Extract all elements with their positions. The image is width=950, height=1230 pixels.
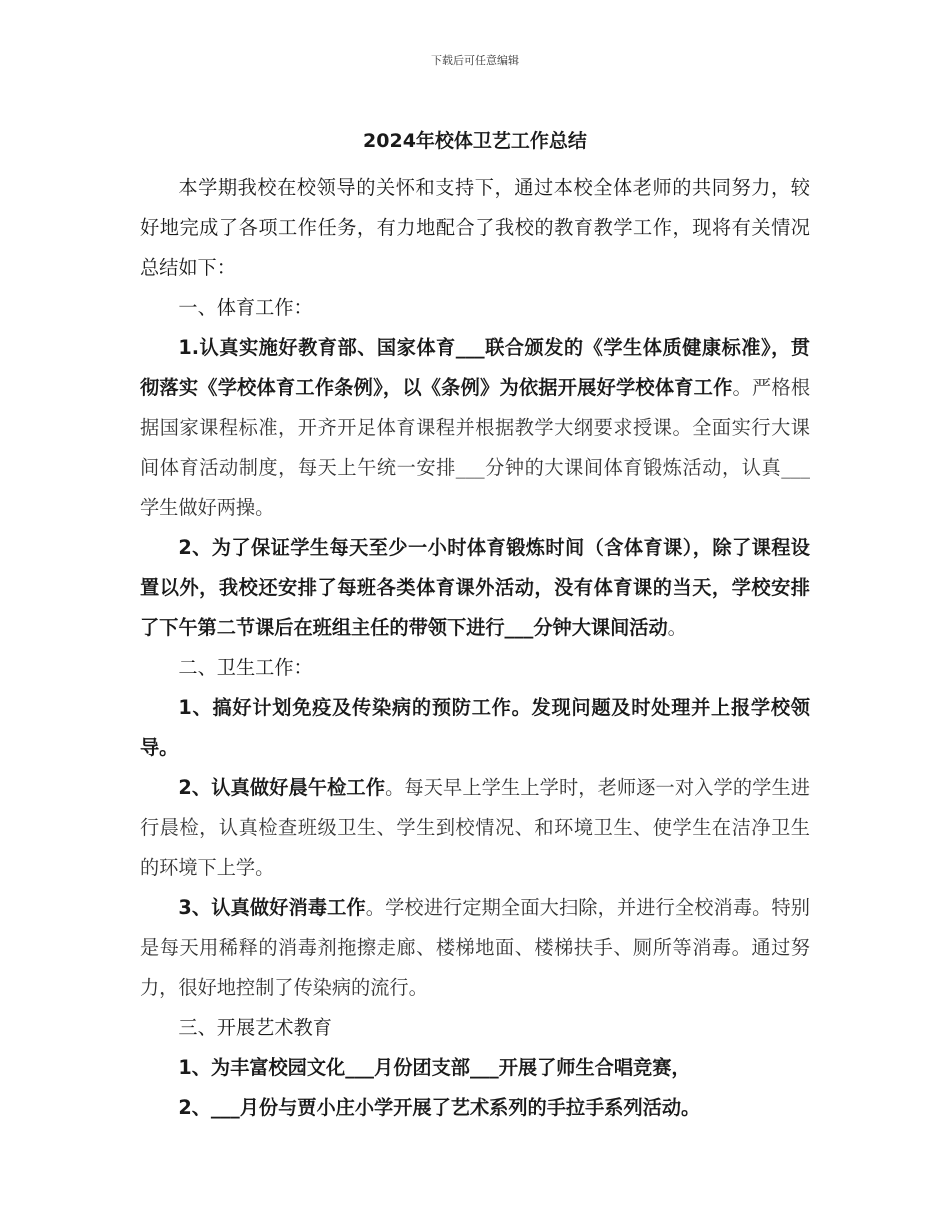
health-item-2-text: 。每天早上学生上学时，老师逐一对入学的学生进行晨检，认真检查班级卫生、学生到校情况、和环境卫生、使学生在洁净卫生的环境下上学。 [140,776,810,879]
section-heading-health: 二、卫生工作： [178,656,313,679]
pe-item-1 [140,328,810,528]
section-heading-pe: 一、体育工作： [178,296,313,319]
health-item-3-text: 。学校进行定期全面大扫除，并进行全校消毒。特别是每天用稀释的消毒剂拖擦走廊、楼梯地面、楼梯扶手、厕所等消毒。通过努力，很好地控制了传染病的流行。 [140,896,810,999]
health-item-1: 1、搞好计划免疫及传染病的预防工作。发现问题及时处理并上报学校领导。 [140,696,810,759]
health-item-3 [140,888,810,1008]
intro-paragraph: 本学期我校在校领导的关怀和支持下，通过本校全体老师的共同努力，较好地完成了各项工作任务，有力地配合了我校的教育教学工作，现将有关情况总结如下： [140,176,810,279]
document-body [140,168,810,1128]
pe-item-1-bold: 1.认真实施好教育部、国家体育___联合颁发的《学生体质健康标准》，贯彻落实《学校体育工作条例》，以《条例》为依据开展好学校体育工作 [140,336,810,399]
health-item-3-bold: 3、认真做好消毒工作 [178,896,366,919]
art-item-1: 1、为丰富校园文化___月份团支部___开展了师生合唱竞赛， [178,1056,691,1079]
download-note: 下载后可任意编辑 [431,54,519,67]
pe-item-2-bold: 2、为了保证学生每天至少一小时体育锻炼时间（含体育课），除了课程设置以外，我校还安排了每班各类体育课外活动，没有体育课的当天，学校安排了下午第二节课后在班组主任的带领下进行___分钟大课间活动 [140,536,810,639]
pe-item-2 [140,528,810,648]
pe-item-2-text: 。 [667,616,687,639]
health-item-2-bold: 2、认真做好晨午检工作 [178,776,386,799]
health-item-2 [140,768,810,888]
pe-item-1-text: 。严格根据国家课程标准，开齐开足体育课程并根据教学大纲要求授课。全面实行大课间体育活动制度，每天上午统一安排___分钟的大课间体育锻炼活动，认真___学生做好两操。 [140,376,811,519]
section-heading-art: 三、开展艺术教育 [178,1016,332,1039]
document-title: 2024年校体卫艺工作总结 [363,130,587,152]
art-item-2: 2、___月份与贾小庄小学开展了艺术系列的手拉手系列活动。 [178,1096,701,1119]
